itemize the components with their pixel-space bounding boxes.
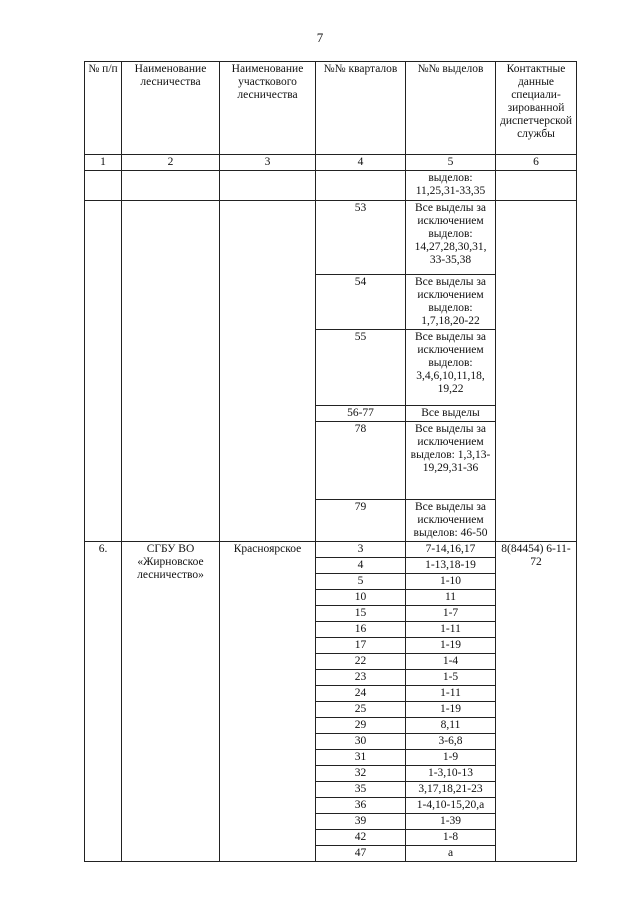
vydely-cell: 1-19 bbox=[406, 702, 496, 718]
header-kvartaly: №№ кварталов bbox=[316, 62, 406, 155]
column-number-row bbox=[85, 155, 577, 171]
header-uchastkovoe: Наименование участкового лесничества bbox=[220, 62, 316, 155]
vydely-cell: Все выделы за исключением выделов: 14,27,28,30,31, 33-35,38 bbox=[406, 201, 496, 275]
vydely-cell: Все выделы за исключением выделов: 1,7,18,20-22 bbox=[406, 275, 496, 330]
col-number-5: 5 bbox=[406, 155, 496, 171]
kvartal-cell: 16 bbox=[316, 622, 406, 638]
vydely-cell: Все выделы за исключением выделов: 46-50 bbox=[406, 500, 496, 542]
vydely-cell: 8,11 bbox=[406, 718, 496, 734]
header-vydely: №№ выделов bbox=[406, 62, 496, 155]
kvartal-cell: 15 bbox=[316, 606, 406, 622]
vydely-cell: 1-13,18-19 bbox=[406, 558, 496, 574]
section-number: 6. bbox=[85, 542, 122, 862]
uchastkovoe-name: Красноярское bbox=[220, 542, 316, 862]
kvartal-cell: 24 bbox=[316, 686, 406, 702]
kvartal-cell: 17 bbox=[316, 638, 406, 654]
kvartal-cell: 32 bbox=[316, 766, 406, 782]
kvartal-cell: 78 bbox=[316, 422, 406, 500]
kvartal-cell: 79 bbox=[316, 500, 406, 542]
vydely-cell: 1-9 bbox=[406, 750, 496, 766]
vydely-cell: 1-19 bbox=[406, 638, 496, 654]
vydely-cell: 1-11 bbox=[406, 622, 496, 638]
vydely-cell: 1-5 bbox=[406, 670, 496, 686]
vydely-cell: а bbox=[406, 846, 496, 862]
kvartal-cell: 39 bbox=[316, 814, 406, 830]
vydely-cell: 11 bbox=[406, 590, 496, 606]
page-number: 7 bbox=[316, 30, 324, 45]
table-row bbox=[85, 201, 577, 275]
vydely-cell: Все выделы за исключением выделов: 1,3,13- 19,29,31-36 bbox=[406, 422, 496, 500]
kvartal-cell: 4 bbox=[316, 558, 406, 574]
kvartal-cell: 29 bbox=[316, 718, 406, 734]
vydely-cell: 3-6,8 bbox=[406, 734, 496, 750]
kvartal-cell: 36 bbox=[316, 798, 406, 814]
vydely-cell: 1-4,10-15,20,а bbox=[406, 798, 496, 814]
table-row bbox=[85, 542, 577, 558]
kvartal-cell: 31 bbox=[316, 750, 406, 766]
kvartal-cell: 3 bbox=[316, 542, 406, 558]
col-number-1: 1 bbox=[85, 155, 122, 171]
kvartal-cell: 42 bbox=[316, 830, 406, 846]
col-number-4: 4 bbox=[316, 155, 406, 171]
kvartal-cell: 53 bbox=[316, 201, 406, 275]
vydely-cell: Все выделы за исключением выделов: 3,4,6,10,11,18, 19,22 bbox=[406, 330, 496, 406]
vydely-cell: 1-3,10-13 bbox=[406, 766, 496, 782]
kvartal-cell: 47 bbox=[316, 846, 406, 862]
col-number-6: 6 bbox=[496, 155, 577, 171]
header-lesnichestvo: Наименование лесничества bbox=[122, 62, 220, 155]
contact-cell: 8(84454) 6-11-72 bbox=[496, 542, 577, 862]
kvartal-cell: 5 bbox=[316, 574, 406, 590]
kvartal-cell: 25 bbox=[316, 702, 406, 718]
vydely-cell: 7-14,16,17 bbox=[406, 542, 496, 558]
vydely-cell: 1-39 bbox=[406, 814, 496, 830]
vydely-cell: 1-11 bbox=[406, 686, 496, 702]
forestry-table bbox=[84, 61, 577, 862]
vydely-cell: 1-10 bbox=[406, 574, 496, 590]
kvartal-cell: 56-77 bbox=[316, 406, 406, 422]
header-num: № п/п bbox=[85, 62, 122, 155]
kvartal-cell: 10 bbox=[316, 590, 406, 606]
kvartal-cell: 30 bbox=[316, 734, 406, 750]
kvartal-cell: 54 bbox=[316, 275, 406, 330]
vydely-cell: 3,17,18,21-23 bbox=[406, 782, 496, 798]
kvartal-cell: 23 bbox=[316, 670, 406, 686]
lesnichestvo-name: СГБУ ВО «Жирновское лесничество» bbox=[122, 542, 220, 862]
vydely-cell: 1-8 bbox=[406, 830, 496, 846]
header-contact: Контактные данные специали-зированной диспетчерской службы bbox=[496, 62, 577, 155]
vydely-cell: 1-4 bbox=[406, 654, 496, 670]
header-row bbox=[85, 62, 577, 155]
vydely-cell: Все выделы bbox=[406, 406, 496, 422]
kvartal-cell: 35 bbox=[316, 782, 406, 798]
kvartal-cell: 22 bbox=[316, 654, 406, 670]
vydely-cell: 1-7 bbox=[406, 606, 496, 622]
kvartal-cell: 55 bbox=[316, 330, 406, 406]
continuation-vydely: выделов: 11,25,31-33,35 bbox=[406, 171, 496, 201]
continuation-row bbox=[85, 171, 577, 201]
col-number-3: 3 bbox=[220, 155, 316, 171]
col-number-2: 2 bbox=[122, 155, 220, 171]
